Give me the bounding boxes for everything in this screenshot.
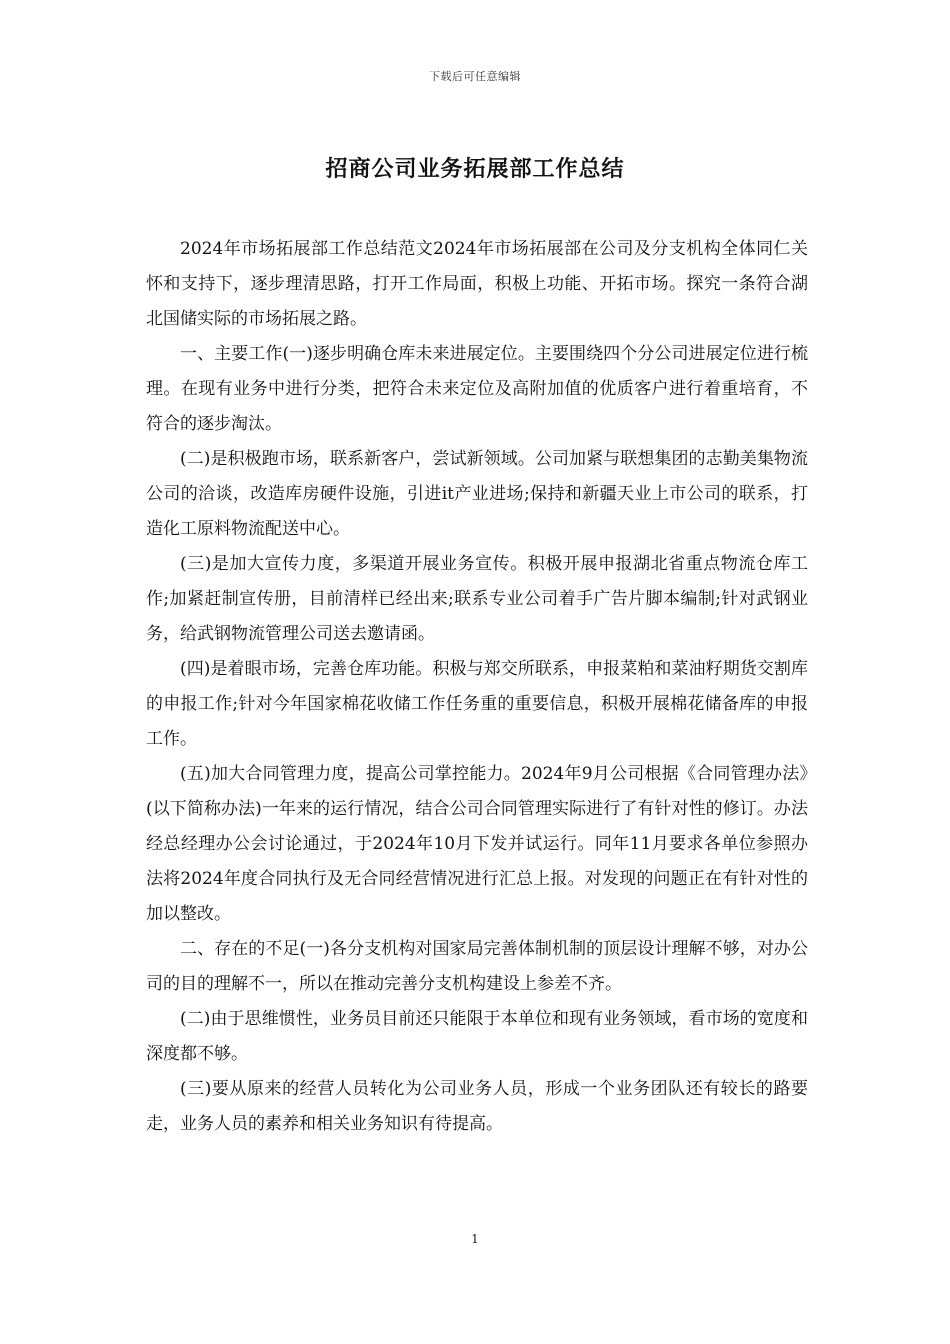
paragraph: 2024年市场拓展部工作总结范文2024年市场拓展部在公司及分支机构全体同仁关怀和支持下，逐步理清思路，打开工作局面，积极上功能、开拓市场。探究一条符合湖北国储实际的市场拓展之路。 — [146, 239, 808, 329]
paragraph: 二、存在的不足(一)各分支机构对国家局完善体制机制的顶层设计理解不够，对办公司的目的理解不一，所以在推动完善分支机构建设上参差不齐。 — [146, 939, 808, 994]
page-number: 1 — [471, 1232, 479, 1246]
document-title: 招商公司业务拓展部工作总结 — [325, 156, 625, 182]
paragraph: (三)要从原来的经营人员转化为公司业务人员，形成一个业务团队还有较长的路要走，业务人员的素养和相关业务知识有待提高。 — [146, 1079, 808, 1134]
document-body — [146, 232, 808, 1142]
paragraph: 一、主要工作(一)逐步明确仓库未来进展定位。主要围绕四个分公司进展定位进行梳理。在现有业务中进行分类，把符合未来定位及高附加值的优质客户进行着重培育，不符合的逐步淘汰。 — [146, 344, 808, 434]
paragraph: (四)是着眼市场，完善仓库功能。积极与郑交所联系，申报菜粕和菜油籽期货交割库的申报工作;针对今年国家棉花收储工作任务重的重要信息，积极开展棉花储备库的申报工作。 — [146, 659, 808, 749]
paragraph: (三)是加大宣传力度，多渠道开展业务宣传。积极开展申报湖北省重点物流仓库工作;加紧赶制宣传册，目前清样已经出来;联系专业公司着手广告片脚本编制;针对武钢业务，给武钢物流管理公司送去邀请函。 — [146, 554, 808, 644]
header-note: 下载后可任意编辑 — [429, 70, 521, 83]
paragraph: (二)由于思维惯性，业务员目前还只能限于本单位和现有业务领域，看市场的宽度和深度都不够。 — [146, 1009, 808, 1064]
paragraph: (五)加大合同管理力度，提高公司掌控能力。2024年9月公司根据《合同管理办法》(以下简称办法)一年来的运行情况，结合公司合同管理实际进行了有针对性的修订。办法经总经理办公会讨论通过，于2024年10月下发并试运行。同年11月要求各单位参照办法将2024年度合同执行及无合同经营情况进行汇总上报。对发现的问题正在有针对性的加以整改。 — [146, 764, 808, 924]
paragraph: (二)是积极跑市场，联系新客户，尝试新领域。公司加紧与联想集团的志勤美集物流公司的洽谈，改造库房硬件设施，引进it产业进场;保持和新疆天业上市公司的联系，打造化工原料物流配送中心。 — [146, 449, 808, 539]
